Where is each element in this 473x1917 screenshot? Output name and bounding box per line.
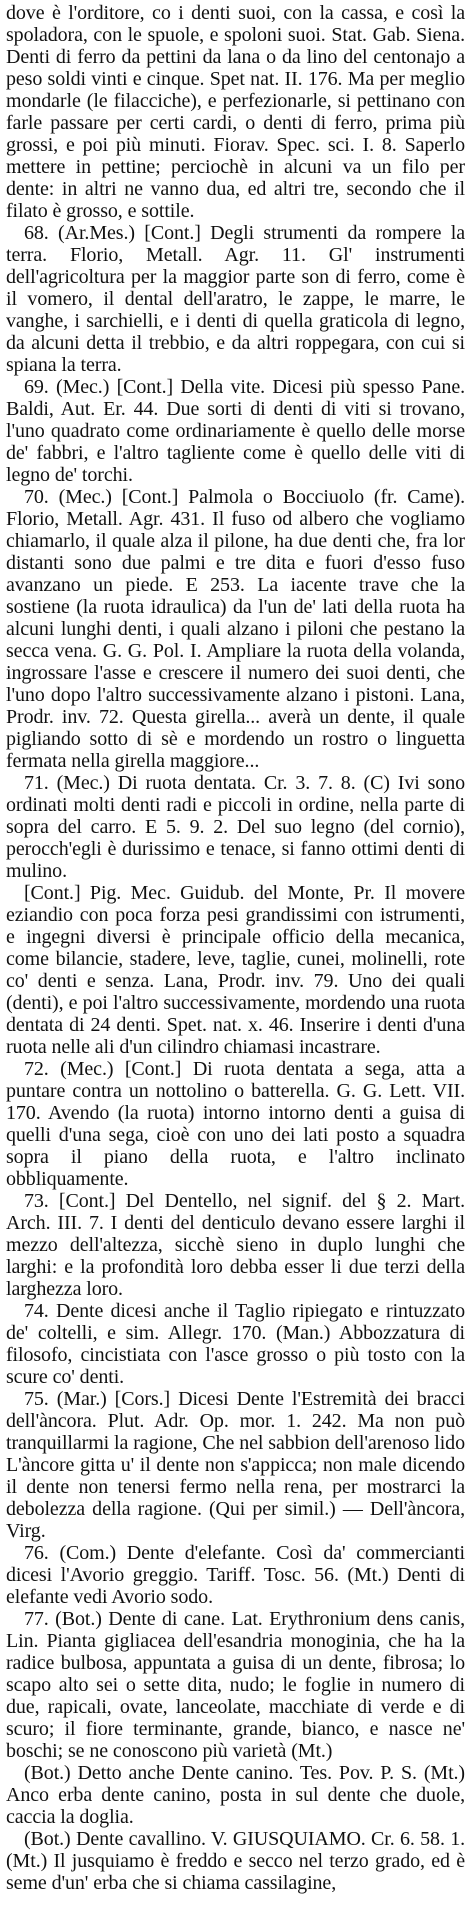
- entry-77-dente-canino: (Bot.) Detto anche Dente canino. Tes. Pov. P. S. (Mt.) Anco erba dente canino, posta in sul dente che duole, caccia la doglia.: [6, 1762, 465, 1828]
- entry-continuation: dove è l'orditore, co i denti suoi, con la cassa, e così la spoladora, con le spuole, e spoloni suoi. Stat. Gab. Siena. Denti di ferro da pettini da lana o da lino del centonajo a peso soldi vinti e cinque. Spet nat. II. 176. Ma per meglio mondarle (le filacciche), e perfezionarle, si pettinano con farle passare per certi cardi, o denti di ferro, prima più grossi, e poi più minuti. Fiorav. Spec. sci. I. 8. Saperlo mettere in pettine; perciochè in alcuni va un filo per dente: in altri ne vanno dua, ed altri tre, secondo che il filato è grosso, e sottile.: [6, 2, 465, 222]
- entry-69: 69. (Mec.) [Cont.] Della vite. Dicesi più spesso Pane. Baldi, Aut. Er. 44. Due sorti di denti di viti si trovano, l'uno quadrato come ordinariamente è quello delle morse de' fabbri, e l'altro tagliente come è quello delle viti di legno de' torchi.: [6, 376, 465, 486]
- entry-72: 72. (Mec.) [Cont.] Di ruota dentata a sega, atta a puntare contra un nottolino o batterella. G. G. Lett. VII. 170. Avendo (la ruota) intorno intorno denti a guisa di quelli d'una sega, cioè con uno dei lati posto a squadra sopra il piano della ruota, e l'altro inclinato obbliquamente.: [6, 1058, 465, 1190]
- entry-74: 74. Dente dicesi anche il Taglio ripiegato e rintuzzato de' coltelli, e sim. Allegr. 170. (Man.) Abbozzatura di filosofo, cincistiata con l'asce grosso o più tosto con la scure co' denti.: [6, 1300, 465, 1388]
- entry-71: 71. (Mec.) Di ruota dentata. Cr. 3. 7. 8. (C) Ivi sono ordinati molti denti radi e piccoli in ordine, nella parte di sopra del carro. E 5. 9. 2. Del suo legno (del cornio), perocch'egli è durissimo e tenace, si fanno ottimi denti di mulino.: [6, 772, 465, 882]
- entry-76: 76. (Com.) Dente d'elefante. Così da' commercianti dicesi l'Avorio greggio. Tariff. Tosc. 56. (Mt.) Denti di elefante vedi Avorio sodo.: [6, 1542, 465, 1608]
- entry-73: 73. [Cont.] Del Dentello, nel signif. del § 2. Mart. Arch. III. 7. I denti del denticulo devano essere larghi il mezzo dell'altezza, sicchè sieno in duplo lunghi che larghi: e la profondità loro debba esser li due terzi della larghezza loro.: [6, 1190, 465, 1300]
- entry-68: 68. (Ar.Mes.) [Cont.] Degli strumenti da rompere la terra. Florio, Metall. Agr. 11. Gl' instrumenti dell'agricoltura per la maggior parte son di ferro, come è il vomero, il dental dell'aratro, le zappe, le marre, le vanghe, i sarchielli, e i denti di quella graticola di legno, da alcuni detta il trebbio, e da altri roppegara, con cui si spiana la terra.: [6, 222, 465, 376]
- entry-71-cont: [Cont.] Pig. Mec. Guidub. del Monte, Pr. Il movere eziandio con poca forza pesi grandissimi con istrumenti, e ingegni diversi è principale officio della mecanica, come bilancie, stadere, leve, taglie, cunei, molinelli, rote co' denti e senza. Lana, Prodr. inv. 79. Uno dei quali (denti), e poi l'altro successivamente, mordendo una ruota dentata di 24 denti. Spet. nat. x. 46. Inserire i denti d'una ruota nelle ali d'un cilindro chiamasi incastrare.: [6, 882, 465, 1058]
- entry-77-dente-cavallino: (Bot.) Dente cavallino. V. GIUSQUIAMO. Cr. 6. 58. 1. (Mt.) Il jusquiamo è freddo e secco nel terzo grado, ed è seme d'un' erba che si chiama cassilagine,: [6, 1828, 465, 1894]
- entry-75: 75. (Mar.) [Cors.] Dicesi Dente l'Estremità dei bracci dell'àncora. Plut. Adr. Op. mor. 1. 242. Ma non può tranquillarmi la ragione, Che nel sabbion dell'arenoso lido L'àncore gitta u' il dente non s'appicca; non male dicendo il dente non tenersi fermo nella rena, per mostrarci la debolezza della ragione. (Qui per simil.) — Dell'àncora, Virg.: [6, 1388, 465, 1542]
- entry-77: 77. (Bot.) Dente di cane. Lat. Erythronium dens canis, Lin. Pianta gigliacea dell'esandria monoginia, che ha la radice bulbosa, appuntata a guisa di un dente, fibrosa; lo scapo alto sei o sette dita, nudo; le foglie in numero di due, rapicali, ovate, lanceolate, macchiate di verde e di scuro; il fiore terminante, grande, bianco, e nasce ne' boschi; se ne conoscono più varietà (Mt.): [6, 1608, 465, 1762]
- entry-70: 70. (Mec.) [Cont.] Palmola o Bocciuolo (fr. Came). Florio, Metall. Agr. 431. Il fuso od albero che vogliamo chiamarlo, il quale alza il pilone, ha due denti che, fra lor distanti sono due palmi e tre dita e fuori d'esso fuso avanzano un piede. E 253. La iacente trave che la sostiene (la ruota idraulica) da l'un de' lati della ruota ha alcuni lunghi denti, i quali alzano i piloni che pestano la secca vena. G. G. Pol. I. Ampliare la ruota della volanda, ingrossare l'asse e crescere il numero dei suoi denti, che l'uno dopo l'altro successivamente alzano i pistoni. Lana, Prodr. inv. 72. Questa girella... averà un dente, il quale pigliando sotto di sè e mordendo un rostro o linguetta fermata nella girella maggiore...: [6, 486, 465, 772]
